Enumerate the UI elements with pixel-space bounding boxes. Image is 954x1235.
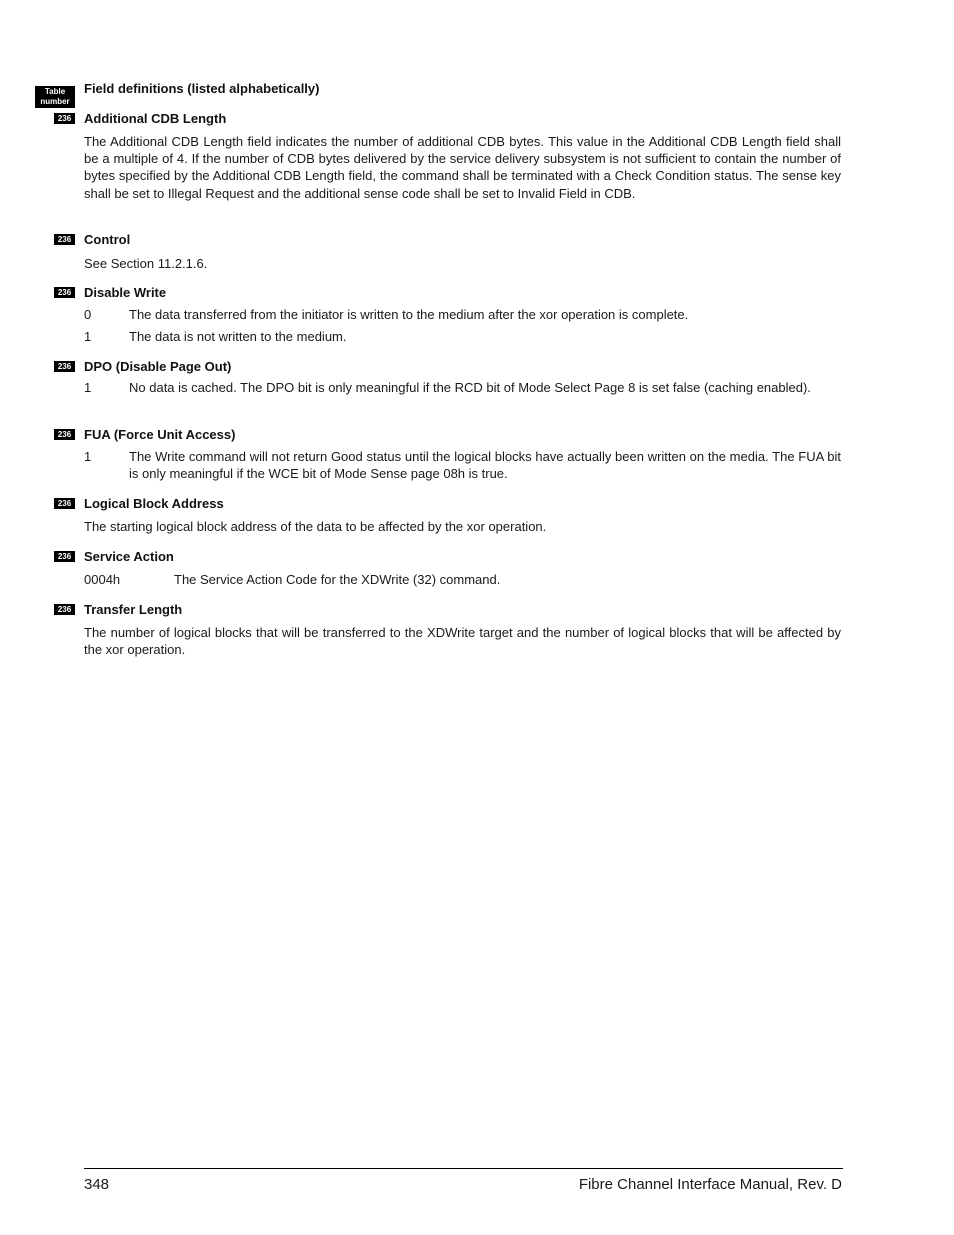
- field-heading-control: Control: [84, 232, 131, 247]
- field-heading-service-action: Service Action: [84, 549, 174, 564]
- value-meaning: The data transferred from the initiator is written to the medium after the xor operation is complete.: [129, 307, 689, 322]
- page-title: Field definitions (listed alphabetically): [84, 81, 320, 96]
- footer-divider: [84, 1168, 843, 1169]
- badge-label-table: Table: [44, 87, 66, 96]
- field-description-transfer-length: The number of logical blocks that will be transferred to the XDWrite target and the number of logical blocks that will be affected by the xor operation.: [84, 625, 841, 658]
- field-heading-lba: Logical Block Address: [84, 496, 224, 511]
- value-meaning: No data is cached. The DPO bit is only meaningful if the RCD bit of Mode Select Page 8 is set false (caching enabled).: [129, 380, 811, 395]
- value-code: 0004h: [84, 572, 121, 587]
- table-ref-badge: 236: [54, 604, 75, 615]
- value-meaning: The Service Action Code for the XDWrite (32) command.: [174, 572, 501, 587]
- field-heading-fua: FUA (Force Unit Access): [84, 427, 236, 442]
- field-description-cdb: The Additional CDB Length field indicates the number of additional CDB bytes. This value in the Additional CDB Length field shall be a multiple of 4. If the number of CDB bytes delivered by the service delivery subsystem is not sufficient to contain the number of bytes specified by the Additional CDB Length field, the command shall be terminated with a Check Condition status. The sense key shall be set to Illegal Request and the additional sense code shall be set to Invalid Field in CDB.: [84, 134, 841, 201]
- table-ref-badge: 236: [54, 429, 75, 440]
- field-description-lba: The starting logical block address of the data to be affected by the xor operation.: [84, 519, 547, 534]
- value-code: 0: [84, 307, 92, 322]
- field-heading-dpo: DPO (Disable Page Out): [84, 359, 232, 374]
- value-meaning: The data is not written to the medium.: [129, 329, 347, 344]
- badge-label-number: number: [40, 97, 70, 106]
- field-description-control: See Section 11.2.1.6.: [84, 256, 208, 271]
- table-ref-badge: 236: [54, 498, 75, 509]
- table-ref-badge: 236: [54, 234, 75, 245]
- table-ref-badge: 236: [54, 113, 75, 124]
- value-code: 1: [84, 449, 92, 464]
- field-heading-disable-write: Disable Write: [84, 285, 167, 300]
- field-heading-cdb: Additional CDB Length: [84, 111, 227, 126]
- manual-title: Fibre Channel Interface Manual, Rev. D: [578, 1176, 842, 1193]
- field-heading-transfer-length: Transfer Length: [84, 602, 183, 617]
- value-code: 1: [84, 329, 92, 344]
- page-number: 348: [84, 1176, 110, 1193]
- value-code: 1: [84, 380, 92, 395]
- value-meaning: The Write command will not return Good status until the logical blocks have actually been written on the media. The FUA bit is only meaningful if the WCE bit of Mode Sense page 08h is true.: [129, 449, 841, 481]
- table-ref-badge: 236: [54, 361, 75, 372]
- table-ref-badge: 236: [54, 551, 75, 562]
- table-number-badge: [35, 86, 75, 108]
- table-ref-badge: 236: [54, 287, 75, 298]
